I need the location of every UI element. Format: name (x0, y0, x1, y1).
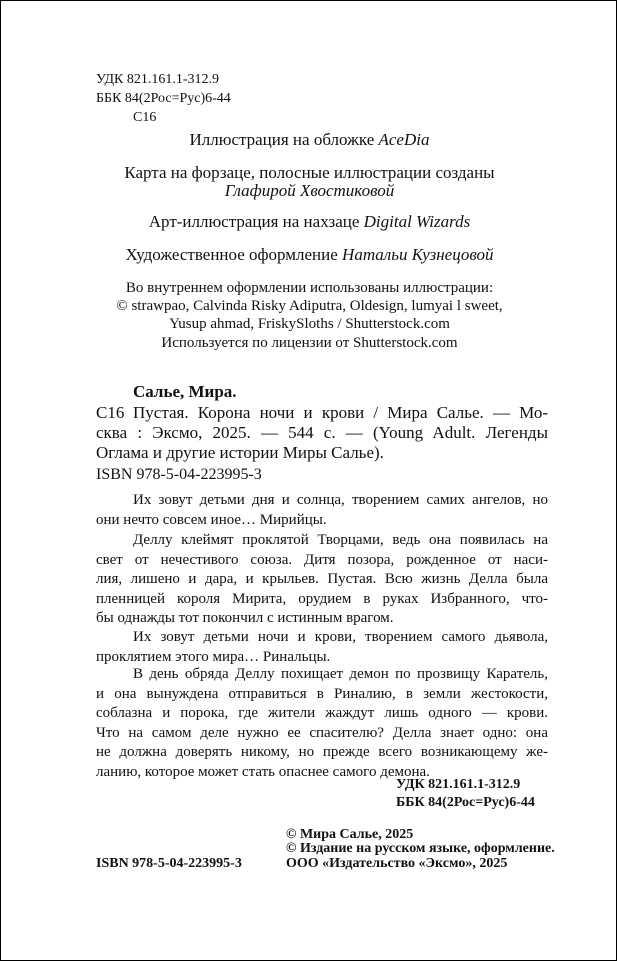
biblio-entry-line: Оглама и другие истории Миры Салье). (96, 443, 384, 462)
stock-credit-line: Yusup ahmad, FriskySloths / Shutterstock.com (169, 316, 450, 332)
biblio-author: Салье, Мира. (133, 382, 237, 401)
annotation-line: соблазна и порока, где жители жаждут лишь одного — крови. (96, 705, 548, 722)
map-credit-name-line (1, 181, 617, 201)
annotation-paragraph (96, 531, 548, 629)
bbk-code: ББК 84(2Рос=Рус)6-44 (96, 91, 231, 106)
annotation-line: бы однажды тот покончил с истинным врагом. (96, 610, 394, 627)
annotation-line: пленницей короля Мирита, орудием в руках Избранного, что- (96, 590, 548, 607)
annotation-line: свет от нечестивого союза. Дитя позора, рожденное от наси- (96, 551, 548, 568)
design-credit-label: Художественное оформление (125, 245, 343, 264)
annotation-paragraph (96, 491, 548, 530)
map-credit: Карта на форзаце, полосные иллюстрации созданы (124, 163, 495, 182)
annotation-line: проклятием этого мира… Ринальцы. (96, 648, 331, 665)
annotation-paragraph (96, 665, 548, 783)
cover-credit-label: Иллюстрация на обложке (189, 130, 379, 149)
biblio-mark: С16 (96, 403, 125, 422)
annotation-line: В день обряда Деллу похищает демон по прозвищу Каратель, (133, 666, 548, 682)
cover-artist: AceDia (378, 130, 430, 149)
annotation-line: лия, лишено и дара, и крыльев. Пустая. Всю жизнь Делла была (96, 571, 548, 588)
copyright-author: © Мира Салье, 2025 (286, 827, 414, 842)
annotation-line: они нечто совсем иное… Мирийцы. (96, 511, 327, 528)
footer-bbk-code: ББК 84(2Рос=Рус)6-44 (396, 795, 535, 810)
copyright-edition: © Издание на русском языке, оформление. (286, 841, 555, 856)
annotation-line: и она вынуждена отправиться в Риналию, в земли жестокости, (96, 685, 548, 702)
stock-credit-line: Во внутреннем оформлении использованы иллюстрации: (125, 280, 494, 296)
design-credit (1, 245, 617, 265)
footer-isbn: ISBN 978-5-04-223995-3 (96, 856, 242, 871)
annotation-line: Деллу клеймят проклятой Творцами, ведь она появилась на (133, 532, 548, 548)
annotation-line: не должна доверять никому, но прежде всего возникающему же- (96, 744, 548, 761)
biblio-isbn: ISBN 978-5-04-223995-3 (96, 466, 262, 483)
designer-name: Натальи Кузнецовой (342, 245, 494, 264)
annotation-line: Их зовут детьми ночи и крови, творением самого дьявола, (133, 629, 548, 645)
cover-credit (1, 130, 617, 150)
art-credit (1, 212, 617, 232)
udk-code: УДК 821.161.1-312.9 (96, 72, 220, 87)
stock-credit-line: © strawpao, Calvinda Risky Adiputra, Oldesign, lumyai l sweet, (116, 298, 503, 314)
biblio-entry-line: Пустая. Корона ночи и крови / Мира Салье. — Мо- (133, 403, 548, 422)
footer-udk-code: УДК 821.161.1-312.9 (396, 777, 521, 792)
annotation-line: Что на самом деле нужно ее спасителю? Делла знает одно: она (96, 724, 548, 741)
art-credit-label: Арт-иллюстрация на нахзаце (148, 212, 364, 231)
author-mark: С16 (133, 110, 157, 125)
art-artist: Digital Wizards (363, 212, 471, 231)
annotation-line: Их зовут детьми дня и солнца, творением самих ангелов, но (133, 492, 548, 508)
biblio-entry-line: сква : Эксмо, 2025. — 544 с. — (Young Adult. Легенды (96, 423, 548, 442)
annotation-paragraph (96, 628, 548, 667)
map-artist: Глафирой Хвостиковой (224, 181, 395, 200)
annotation-line: ланию, которое может стать опаснее самого демона. (96, 763, 430, 780)
stock-credit-line: Используется по лицензии от Shutterstock.com (161, 335, 458, 351)
copyright-publisher: ООО «Издательство «Эксмо», 2025 (286, 856, 508, 871)
